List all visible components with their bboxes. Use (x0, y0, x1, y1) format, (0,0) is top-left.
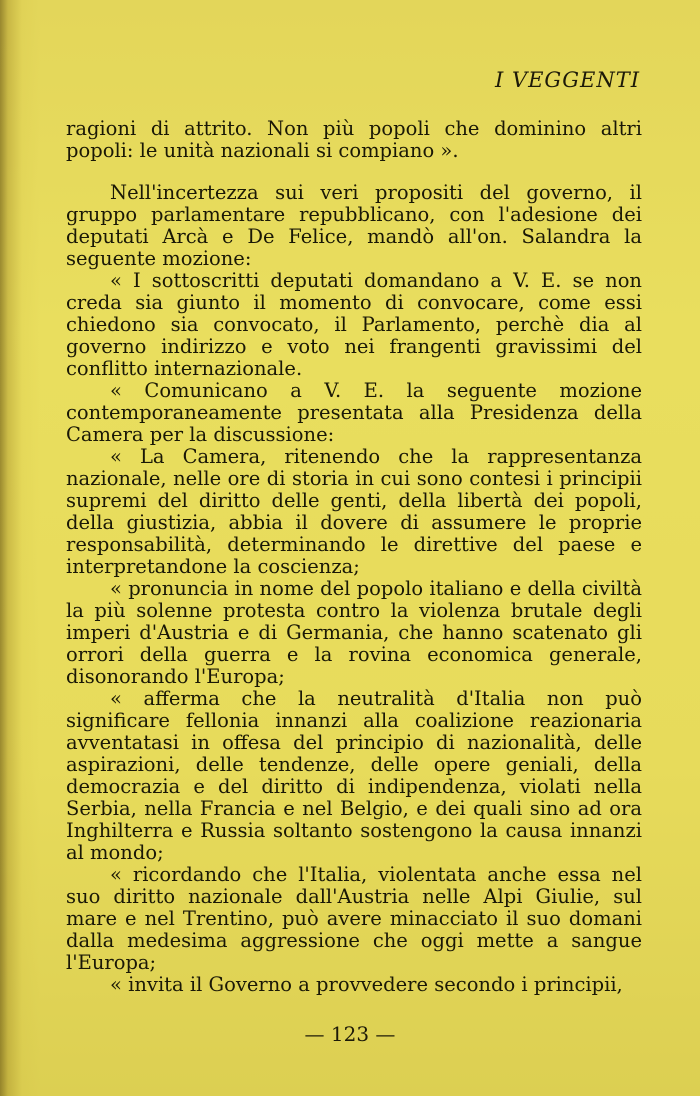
paragraph-recalling: « ricordando che l'Italia, violentata anche essa nel suo diritto nazionale dall'Austria nelle Alpi Giulie, sul mare e nel Trentino, può avere minacciato il suo domani dalla medesima aggressione che oggi mette a sangue l'Europa; (66, 863, 642, 974)
paragraph-intro-motion: Nell'incertezza sui veri propositi del governo, il gruppo parlamentare repubblicano, con l'adesione dei deputati Arcà e De Felice, mandò all'on. Salandra la seguente mozione: (66, 181, 642, 270)
paragraph-neutrality: « afferma che la neutralità d'Italia non può significare fellonia innanzi alla coalizione reazionaria avventatasi in offesa del principio di nazionalità, delle aspirazioni, delle tendenze, delle opere geniali, della democrazia e del diritto di indipendenza, violati nella Serbia, nella Francia e nel Belgio, e dei quali sino ad ora Inghilterra e Russia soltanto sostengono la causa innanzi al mondo; (66, 687, 642, 864)
paragraph-invites: « invita il Governo a provvedere secondo i principii, (110, 973, 623, 996)
page-number: — 123 — (304, 1022, 396, 1046)
paragraph-protest: « pronuncia in nome del popolo italiano e della civiltà la più solenne protesta contro la violenza brutale degli imperi d'Austria e di Germania, che hanno scatenato gli orrori della guerra e la rovina economica generale, disonorando l'Europa; (66, 577, 642, 688)
paragraph-communicate: « Comunicano a V. E. la seguente mozione contemporaneamente presentata alla Presidenza della Camera per la discussione: (66, 379, 642, 446)
paragraph-continuation: ragioni di attrito. Non più popoli che dominino altri popoli: le unità nazionali si compiano ». (66, 117, 642, 162)
paragraph-chamber: « La Camera, ritenendo che la rappresentanza nazionale, nelle ore di storia in cui sono contesi i principii supremi del diritto delle genti, della libertà dei popoli, della giustizia, abbia il dovere di assumere le proprie responsabilità, determinando le direttive del paese e interpretandone la coscienza; (66, 445, 642, 578)
body-text (66, 118, 642, 996)
paragraph-deputies-request: « I sottoscritti deputati domandano a V. E. se non creda sia giunto il momento di convocare, come essi chiedono sia convocato, il Parlamento, perchè dia al governo indirizzo e voto nei frangenti gravissimi del conflitto internazionale. (66, 269, 642, 380)
running-title: I VEGGENTI (494, 68, 640, 92)
